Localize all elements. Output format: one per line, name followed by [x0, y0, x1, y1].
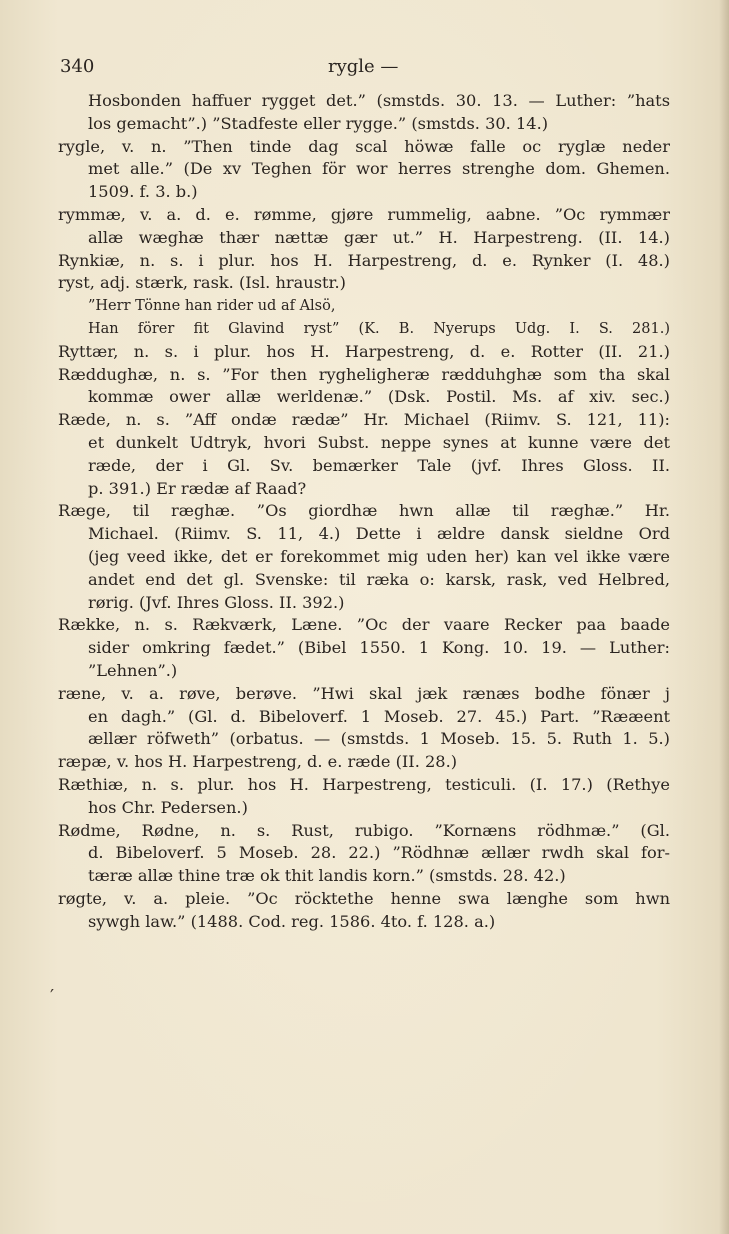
text-line: Michael. (Riimv. S. 11, 4.) Dette i ældre dansk sieldne Ord	[88, 524, 670, 544]
text-line: andet end det gl. Svenske: til ræka o: karsk, rask, ved Helbred,	[88, 569, 670, 589]
entry-line: ræpæ, v. hos H. Harpestreng, d. e. ræde (II. 28.)	[58, 752, 458, 772]
page-edge-shadow	[719, 0, 729, 1234]
text-line: p. 391.) Er rædæ af Raad?	[88, 478, 307, 498]
entry-line: Ræge, til ræghæ. ”Os giordhæ hwn allæ til ræghæ.” Hr.	[58, 501, 670, 521]
text-line: sider omkring fædet.” (Bibel 1550. 1 Kong. 10. 19. — Luther:	[88, 638, 670, 658]
verse-line: ”Herr Tönne han rider ud af Alsö,	[88, 298, 336, 315]
text-line: ”Lehnen”.)	[88, 660, 178, 680]
page-number: 340	[60, 56, 95, 77]
entry-line: Ryttær, n. s. i plur. hos H. Harpestreng, d. e. Rotter (II. 21.)	[58, 341, 670, 361]
text-line: ællær röfweth” (orbatus. — (smstds. 1 Moseb. 15. 5. Ruth 1. 5.)	[88, 729, 670, 749]
text-line: rørig. (Jvf. Ihres Gloss. II. 392.)	[88, 592, 345, 612]
text-line: (jeg veed ikke, det er forekommet mig uden her) kan vel ikke være	[88, 546, 670, 566]
margin-mark: ′	[50, 986, 55, 1007]
running-head: rygle —	[328, 56, 399, 77]
text-line: d. Bibeloverf. 5 Moseb. 28. 22.) ”Rödhnæ ællær rwdh skal for-	[88, 843, 670, 863]
text-line: tæræ allæ thine træ ok thit landis korn.” (smstds. 28. 42.)	[88, 866, 566, 886]
verse-line: Han förer fit Glavind ryst” (K. B. Nyerups Udg. I. S. 281.)	[88, 320, 670, 337]
text-line: 1509. f. 3. b.)	[88, 182, 198, 202]
text-line: met alle.” (De xv Teghen för wor herres strenghe dom. Ghemen.	[88, 159, 670, 179]
text-line: allæ wæghæ thær nættæ gær ut.” H. Harpestreng. (II. 14.)	[88, 227, 670, 247]
entry-line: ryst, adj. stærk, rask. (Isl. hraustr.)	[58, 273, 346, 293]
text-line: en dagh.” (Gl. d. Bibeloverf. 1 Mosеb. 27. 45.) Part. ”Rææent	[88, 706, 670, 726]
entry-line: Rødme, Rødne, n. s. Rust, rubigo. ”Kornæns rödhmæ.” (Gl.	[58, 820, 670, 840]
entry-line: Række, n. s. Rækværk, Læne. ”Oc der vaare Recker paa baade	[58, 615, 670, 635]
entry-line: rygle, v. n. ”Then tinde dag scal höwæ falle oc ryglæ neder	[58, 136, 670, 156]
entry-line: Ræde, n. s. ”Aff ondæ rædæ” Hr. Michael (Riimv. S. 121, 11):	[58, 410, 670, 430]
text-line: sywgh law.” (1488. Cod. reg. 1586. 4to. f. 128. a.)	[88, 911, 496, 931]
entry-line: rymmæ, v. a. d. e. rømme, gjøre rummelig, aabne. ”Oc rymmær	[58, 204, 670, 224]
text-line: los gemacht”.) ”Stadfeste eller rygge.” (smstds. 30. 14.)	[88, 113, 549, 133]
dictionary-text	[58, 90, 670, 933]
text-line: ræde, der i Gl. Sv. bemærker Tale (jvf. Ihres Gloss. II.	[88, 455, 670, 475]
entry-line: Ræthiæ, n. s. plur. hos H. Harpestreng, testiculi. (I. 17.) (Rethye	[58, 774, 670, 794]
text-line: Hosbonden haffuer rygget det.” (smstds. 30. 13. — Luther: ”hats	[88, 91, 670, 110]
text-line: hos Chr. Pedersen.)	[88, 797, 248, 817]
entry-line: Ræddughæ, n. s. ”For then rygheligheræ rædduhghæ som tha skal	[58, 364, 670, 384]
entry-line: Rynkiæ, n. s. i plur. hos H. Harpestreng, d. e. Rynker (I. 48.)	[58, 250, 670, 270]
entry-line: ræne, v. a. røve, berøve. ”Hwi skal jæk rænæs bodhe fönær j	[58, 683, 670, 703]
page-header	[60, 56, 670, 82]
text-line: kommæ ower allæ werldenæ.” (Dsk. Postil. Ms. af xiv. sec.)	[88, 387, 670, 407]
entry-line: røgte, v. a. pleie. ”Oc röcktethe henne swa længhe som hwn	[58, 888, 670, 908]
text-line: et dunkelt Udtryk, hvori Subst. neppe synes at kunne være det	[88, 432, 670, 452]
